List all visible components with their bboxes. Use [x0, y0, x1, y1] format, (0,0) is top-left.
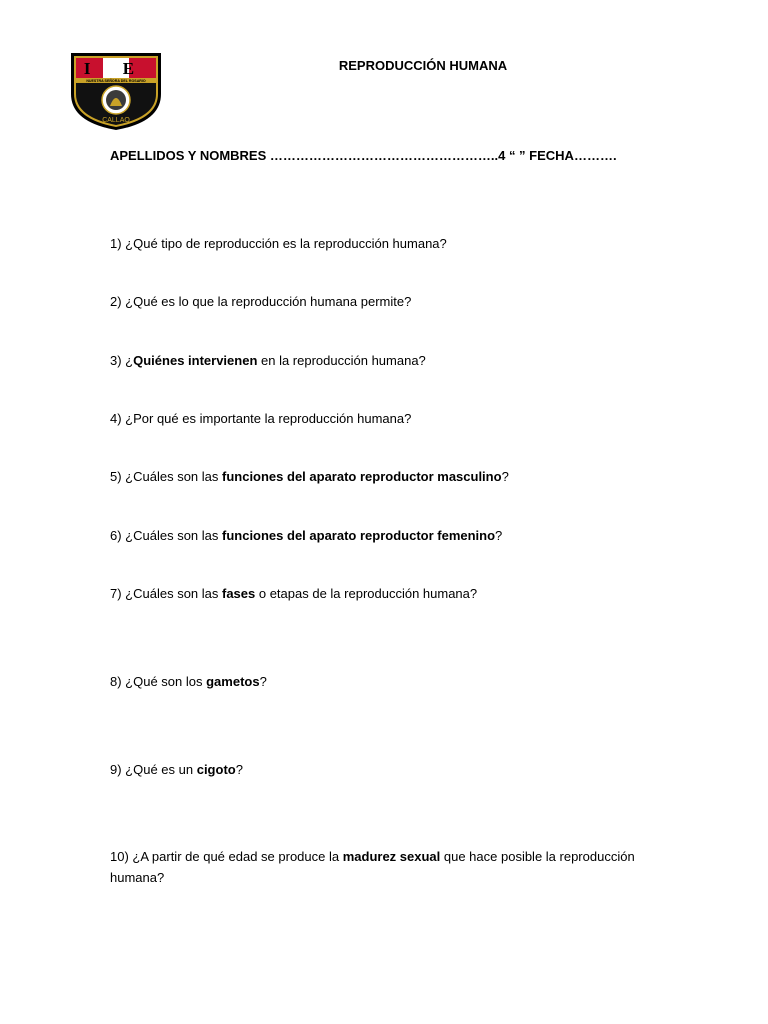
question-text: 4) ¿Por qué es importante la reproducción humana?	[110, 411, 412, 426]
logo-banner: NUESTRA SEÑORA DEL ROSARIO	[86, 79, 146, 83]
question-text: 1) ¿Qué tipo de reproducción es la reproducción humana?	[110, 236, 447, 251]
question-item	[110, 408, 690, 429]
logo-location: CALLAO	[102, 117, 130, 124]
question-text: 9) ¿Qué es un	[110, 762, 197, 777]
question-text: en la reproducción humana?	[257, 353, 426, 368]
question-item	[110, 671, 690, 692]
question-text: 6) ¿Cuáles son las	[110, 528, 222, 543]
question-item	[110, 525, 690, 546]
question-text: 8) ¿Qué son los	[110, 674, 207, 689]
question-keyword: cigoto	[196, 762, 236, 777]
question-item	[110, 759, 690, 780]
question-text: 10) ¿A partir de qué edad se produce la	[110, 849, 343, 864]
question-text: 7) ¿Cuáles son las	[110, 586, 222, 601]
question-item	[110, 466, 690, 487]
question-text: ?	[235, 762, 243, 777]
question-item	[110, 291, 690, 312]
logo-initials: I E	[83, 59, 149, 78]
question-item	[110, 233, 690, 254]
student-info-line: APELLIDOS Y NOMBRES ……………………………………………..4 “ ” FECHA……….	[110, 148, 617, 163]
page-title: REPRODUCCIÓN HUMANA	[338, 58, 508, 73]
question-text: ?	[259, 674, 267, 689]
question-text: ?	[495, 528, 503, 543]
question-keyword: Quiénes intervienen	[133, 353, 258, 368]
question-item	[110, 846, 690, 888]
question-keyword: funciones del aparato reproductor femenino	[222, 528, 496, 543]
question-text: o etapas de la reproducción humana?	[255, 586, 478, 601]
question-keyword: funciones del aparato reproductor masculino	[222, 469, 502, 484]
question-text: 2) ¿Qué es lo que la reproducción humana permite?	[110, 294, 412, 309]
question-item	[110, 583, 690, 604]
question-text: 3) ¿	[110, 353, 134, 368]
question-text: 5) ¿Cuáles son las	[110, 469, 222, 484]
question-text: ?	[501, 469, 509, 484]
question-text: que hace posible la reproducción humana?	[110, 849, 635, 885]
question-item	[110, 350, 690, 371]
question-keyword: fases	[222, 586, 256, 601]
question-keyword: madurez sexual	[342, 849, 441, 864]
question-keyword: gametos	[206, 674, 260, 689]
